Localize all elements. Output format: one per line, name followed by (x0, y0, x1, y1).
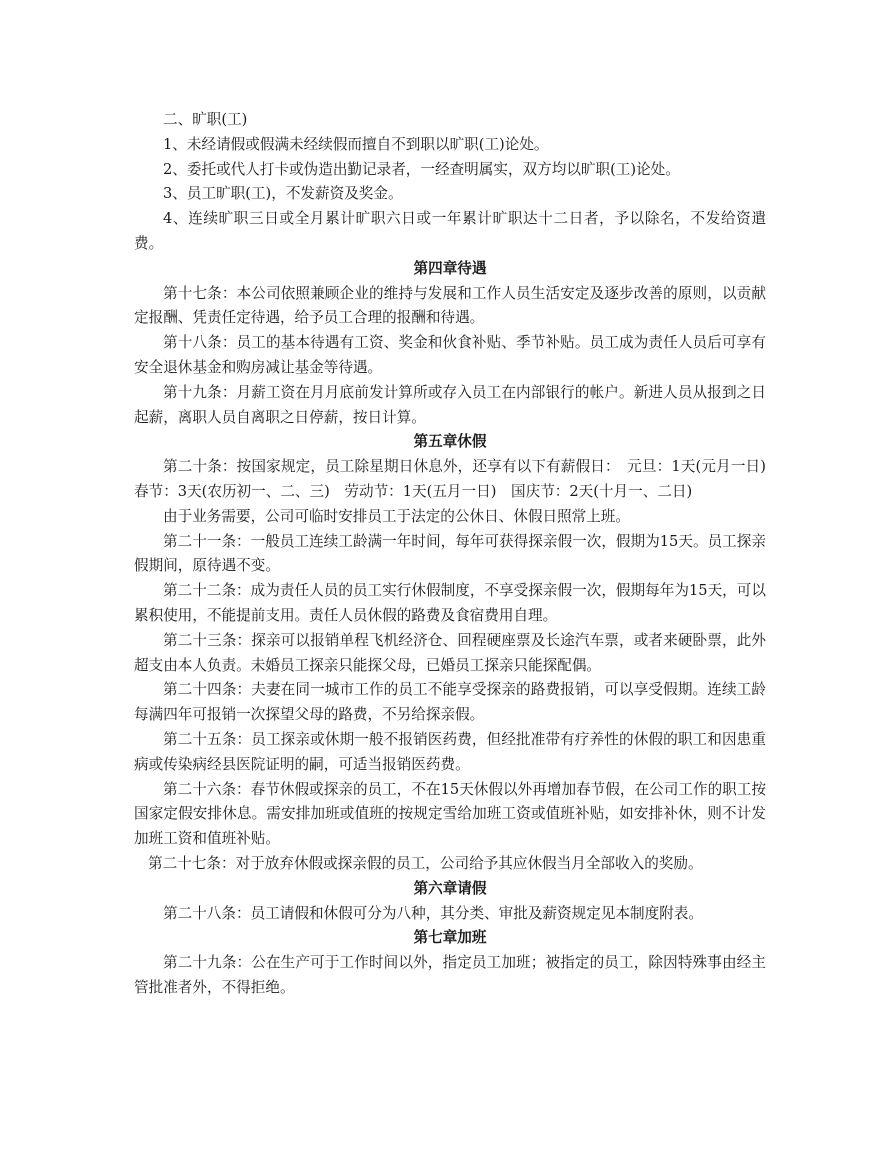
chapter-heading: 第七章加班 (413, 929, 487, 947)
paragraph: 第十九条：月薪工资在月月底前发计算所或存入员工在内部银行的帐户。新进人员从报到之日起薪，离职人员自离职之日停薪，按日计算。 (134, 383, 766, 426)
paragraph: 第二十二条：成为责任人员的员工实行休假制度，不享受探亲假一次，假期每年为15天，可以累积使用，不能提前支用。责任人员休假的路费及食宿费用自理。 (134, 582, 766, 624)
paragraph: 第二十六条：春节休假或探亲的员工，不在15天休假以外再增加春节假，在公司工作的职工按国家定假安排休息。需安排加班或值班的按规定雪给加班工资或值班补贴，如安排补休，则不计发加班工资和值班补贴。 (134, 780, 766, 848)
paragraph: 3、员工旷职(工)，不发薪资及奖金。 (163, 185, 403, 203)
document-body (134, 108, 781, 1001)
chapter-heading: 第四章待遇 (413, 259, 487, 277)
paragraph: 2、委托或代人打卡或伪造出勤记录者，一经查明属实，双方均以旷职(工)论处。 (163, 160, 680, 178)
paragraph: 第十八条：员工的基本待遇有工资、奖金和伙食补贴、季节补贴。员工成为责任人员后可享有安全退休基金和购房减让基金等待遇。 (134, 334, 766, 376)
chapter-heading: 第六章请假 (413, 879, 487, 897)
paragraph: 1、未经请假或假满未经续假而擅自不到职以旷职(工)论处。 (163, 135, 549, 153)
paragraph: 第二十四条：夫妻在同一城市工作的员工不能享受探亲的路费报销，可以享受假期。连续工龄每满四年可报销一次探望父母的路费，不另给探亲假。 (134, 681, 766, 724)
section-heading-absence: 二、旷职(工) (163, 111, 248, 128)
paragraph: 第二十八条：员工请假和休假可分为八种，其分类、审批及薪资规定见本制度附表。 (163, 904, 703, 922)
paragraph: 第二十一条：一般员工连续工龄满一年时间，每年可获得探亲假一次，假期为15天。员工探亲假期间，原待遇不变。 (134, 532, 766, 575)
paragraph: 4、连续旷职三日或全月累计旷职六日或一年累计旷职达十二日者，予以除名，不发给资遣费。 (134, 210, 766, 252)
paragraph: 第二十三条：探亲可以报销单程飞机经济仓、回程硬座票及长途汽车票，或者来硬卧票，此外超支由本人负责。未婚员工探亲只能探父母，已婚员工探亲只能探配偶。 (134, 631, 766, 674)
paragraph: 第二十九条：公在生产可于工作时间以外，指定员工加班；被指定的员工，除因特殊事由经主管批准者外，不得拒绝。 (134, 954, 766, 996)
paragraph: 由于业务需要，公司可临时安排员工于法定的公休日、休假日照常上班。 (163, 507, 631, 525)
paragraph: 第二十七条：对于放弃休假或探亲假的员工，公司给予其应休假当月全部收入的奖励。 (148, 854, 703, 872)
paragraph: 第十七条：本公司依照兼顾企业的维持与发展和工作人员生活安定及逐步改善的原则，以贡献定报酬、凭责任定待遇，给予员工合理的报酬和待遇。 (134, 284, 766, 327)
chapter-heading: 第五章休假 (413, 433, 487, 451)
paragraph: 第二十条：按国家规定，员工除星期日休息外，还享有以下有薪假日： 元旦：1天(元月一日) 春节：3天(农历初一、二、三) 劳动节：1天(五月一日) 国庆节：2天(十月一、二日) (134, 458, 781, 500)
paragraph: 第二十五条：员工探亲或休期一般不报销医药费，但经批准带有疗养性的休假的职工和因患重病或传染病经县医院证明的嗣，可适当报销医药费。 (134, 730, 766, 773)
